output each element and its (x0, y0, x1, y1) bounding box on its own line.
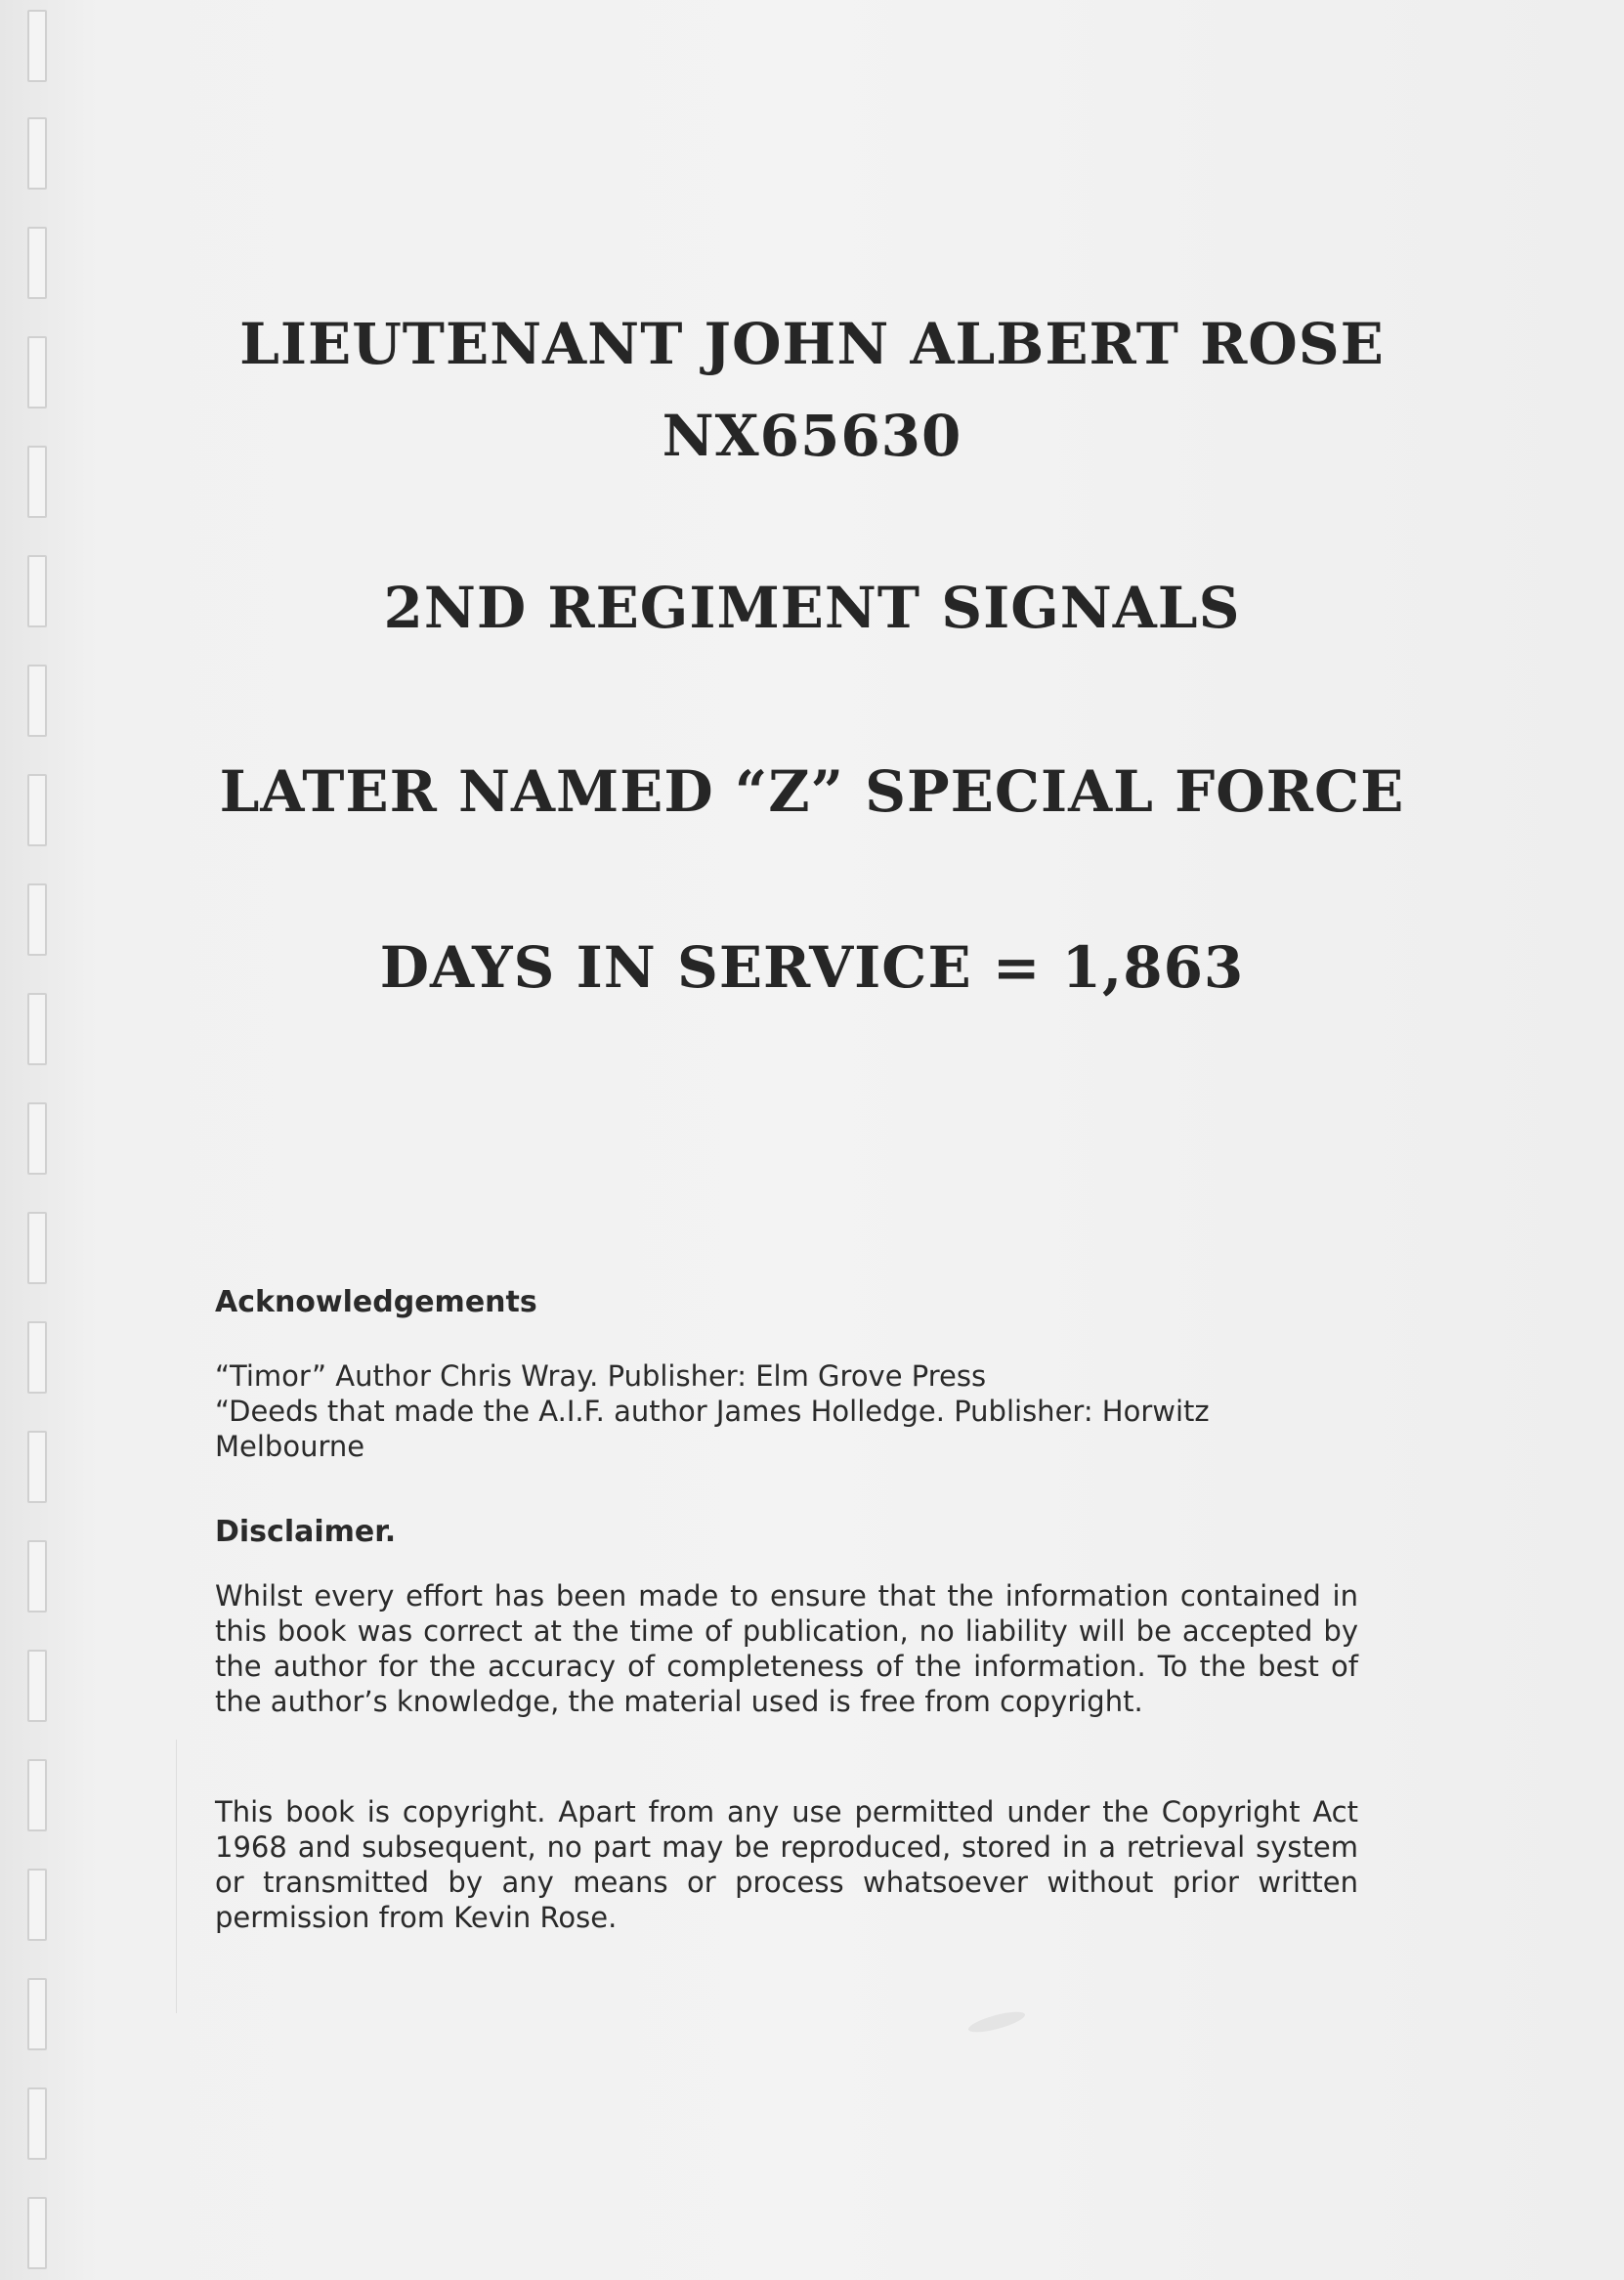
days-in-service-heading: DAYS IN SERVICE = 1,863 (379, 934, 1245, 1001)
acknowledgement-item: “Deeds that made the A.I.F. author James Holledge. Publisher: Horwitz Melbourne (215, 1395, 1210, 1463)
scan-artifact-line (176, 1740, 177, 2013)
binding-hole (27, 1431, 47, 1503)
acknowledgement-item: “Timor” Author Chris Wray. Publisher: Elm Grove Press (215, 1359, 987, 1393)
binding-hole (27, 1212, 47, 1284)
binding-hole (27, 2197, 47, 2269)
binding-hole (27, 1650, 47, 1722)
unit-heading: 2ND REGIMENT SIGNALS (383, 575, 1241, 641)
binding-hole (27, 665, 47, 737)
later-unit-heading: LATER NAMED “Z” SPECIAL FORCE (219, 758, 1405, 825)
binding-hole (27, 1540, 47, 1613)
disclaimer-paragraph: Whilst every effort has been made to ensure that the information contained in this book was correct at the time of publication, no liability will be accepted by the author for the accuracy of completeness of the information. To the best of the author’s knowledge, the material used is free from copyright. (215, 1579, 1358, 1718)
scan-smudge (966, 2007, 1027, 2036)
soldier-name-heading: LIEUTENANT JOHN ALBERT ROSE (239, 311, 1385, 377)
service-number-heading: NX65630 (662, 403, 962, 469)
binding-hole (27, 2087, 47, 2160)
binding-hole (27, 10, 47, 82)
binding-hole (27, 1759, 47, 1831)
binding-hole (27, 1102, 47, 1175)
acknowledgements-heading: Acknowledgements (215, 1285, 537, 1319)
binding-hole (27, 227, 47, 299)
disclaimer-heading: Disclaimer. (215, 1515, 397, 1549)
binding-hole (27, 117, 47, 190)
binding-hole (27, 1321, 47, 1394)
binding-hole (27, 1978, 47, 2050)
binding-hole (27, 1869, 47, 1941)
binding-hole (27, 993, 47, 1065)
copyright-paragraph: This book is copyright. Apart from any use permitted under the Copyright Act 1968 and subsequent, no part may be reproduced, stored in a retrieval system or transmitted by any means or process whatsoever without prior written permission from Kevin Rose. (215, 1795, 1358, 1934)
acknowledgements-list (215, 1358, 1358, 1464)
